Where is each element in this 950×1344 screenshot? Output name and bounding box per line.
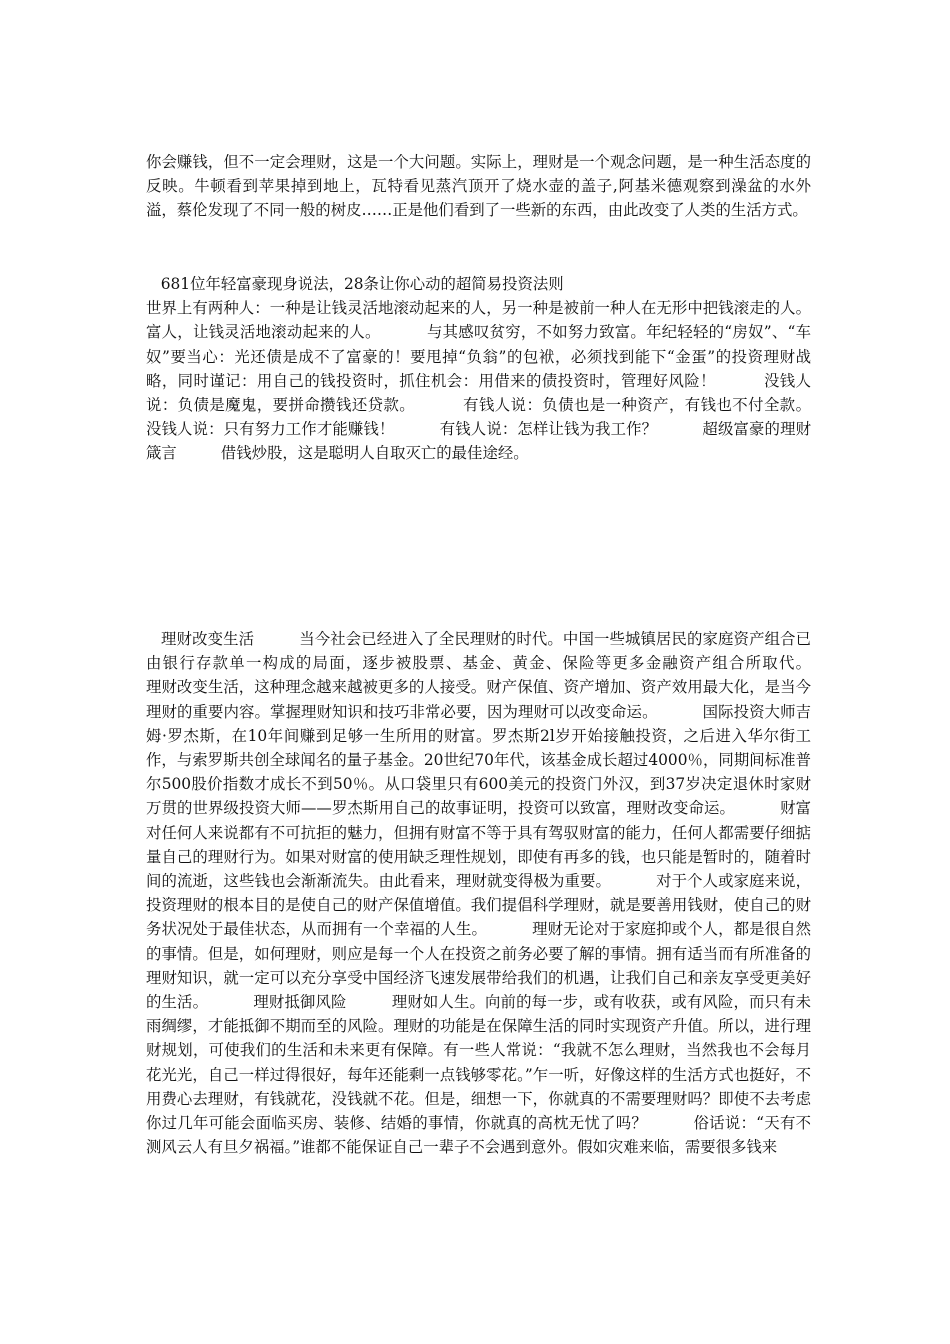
finance-changes-life-paragraph: 理财改变生活 当今社会已经进入了全民理财的时代。中国一些城镇居民的家庭资产组合已由银行存款单一构成的局面，逐步被股票、基金、黄金、保险等更多金融资产组合所取代。 理财改变生活，这种理念越来越被更多的人接受。财产保值、资产增加、资产效用最大化，是当今理财的重要内容。掌握理财知识和技巧非常必要，因为理财可以改变命运。 国际投资大师吉姆·罗杰斯，在10年间赚到足够一生所用的财富。罗杰斯2l岁开始接触投资，之后进入华尔街工作，与索罗斯共创全球闻名的量子基金。20世纪70年代，该基金成长超过4000％，同期间标准普尔500股价指数才成长不到50％。从口袋里只有600美元的投资门外汉，到37岁决定退休时家财万贯的世界级投资大师——罗杰斯用自己的故事证明，投资可以致富，理财改变命运。 财富对任何人来说都有不可抗拒的魅力，但拥有财富不等于具有驾驭财富的能力，任何人都需要仔细掂量自己的理财行为。如果对财富的使用缺乏理性规划，即使有再多的钱，也只能是暂时的，随着时间的流逝，这些钱也会渐渐流失。由此看来，理财就变得极为重要。 对于个人或家庭来说，投资理财的根本目的是使自己的财产保值增值。我们提倡科学理财，就是要善用钱财，使自己的财务状况处于最佳状态，从而拥有一个幸福的人生。 理财无论对于家庭抑或个人，都是很自然的事情。但是，如何理财，则应是每一个人在投资之前务必要了解的事情。拥有适当而有所准备的理财知识，就一定可以充分享受中国经济飞速发展带给我们的机遇，让我们自己和亲友享受更美好的生活。 理财抵御风险 理财如人生。向前的每一步，或有收获，或有风险，而只有未雨绸缪，才能抵御不期而至的风险。理财的功能是在保障生活的同时实现资产升值。所以，进行理财规划，可使我们的生活和未来更有保障。有一些人常说：“我就不怎么理财，当然我也不会每月花光光，自己一样过得很好，每年还能剩一点钱够零花。”乍一听，好像这样的生活方式也挺好，不用费心去理财，有钱就花，没钱就不花。但是，细想一下，你就真的不需要理财吗？即使不去考虑你过几年可能会面临买房、装修、结婚的事情，你就真的高枕无忧了吗？ 俗话说：“天有不测风云人有旦夕祸福。”谁都不能保证自己一辈子不会遇到意外。假如灾难来临，需要很多钱来 [146,630,856,1157]
intro-paragraph: 你会赚钱，但不一定会理财，这是一个大问题。实际上，理财是一个观念问题，是一种生活态度的反映。牛顿看到苹果掉到地上，瓦特看见蒸汽顶开了烧水壶的盖子,阿基米德观察到澡盆的水外溢，蔡伦发现了不同一般的树皮……正是他们看到了一些新的东西，由此改变了人类的生活方式。 [146,153,811,220]
rich-people-paragraph: 681位年轻富豪现身说法，28条让你心动的超简易投资法则 世界上有两种人：一种是让钱灵活地滚动起来的人，另一种是被前一种人在无形中把钱滚走的人。富人，让钱灵活地滚动起来的人。 与其感叹贫穷，不如努力致富。年纪轻轻的“房奴”、“车奴”要当心：光还债是成不了富豪的！要甩掉“负翁”的包袱，必须找到能下“金蛋”的投资理财战略，同时谨记：用自己的钱投资时，抓住机会：用借来的债投资时，管理好风险！ 没钱人说：负债是魔鬼，要拼命攒钱还贷款。 有钱人说：负债也是一种资产，有钱也不付全款。 没钱人说：只有努力工作才能赚钱！ 有钱人说：怎样让钱为我工作？ 超级富豪的理财箴言 借钱炒股，这是聪明人自取灭亡的最佳途经。 [146,275,811,463]
